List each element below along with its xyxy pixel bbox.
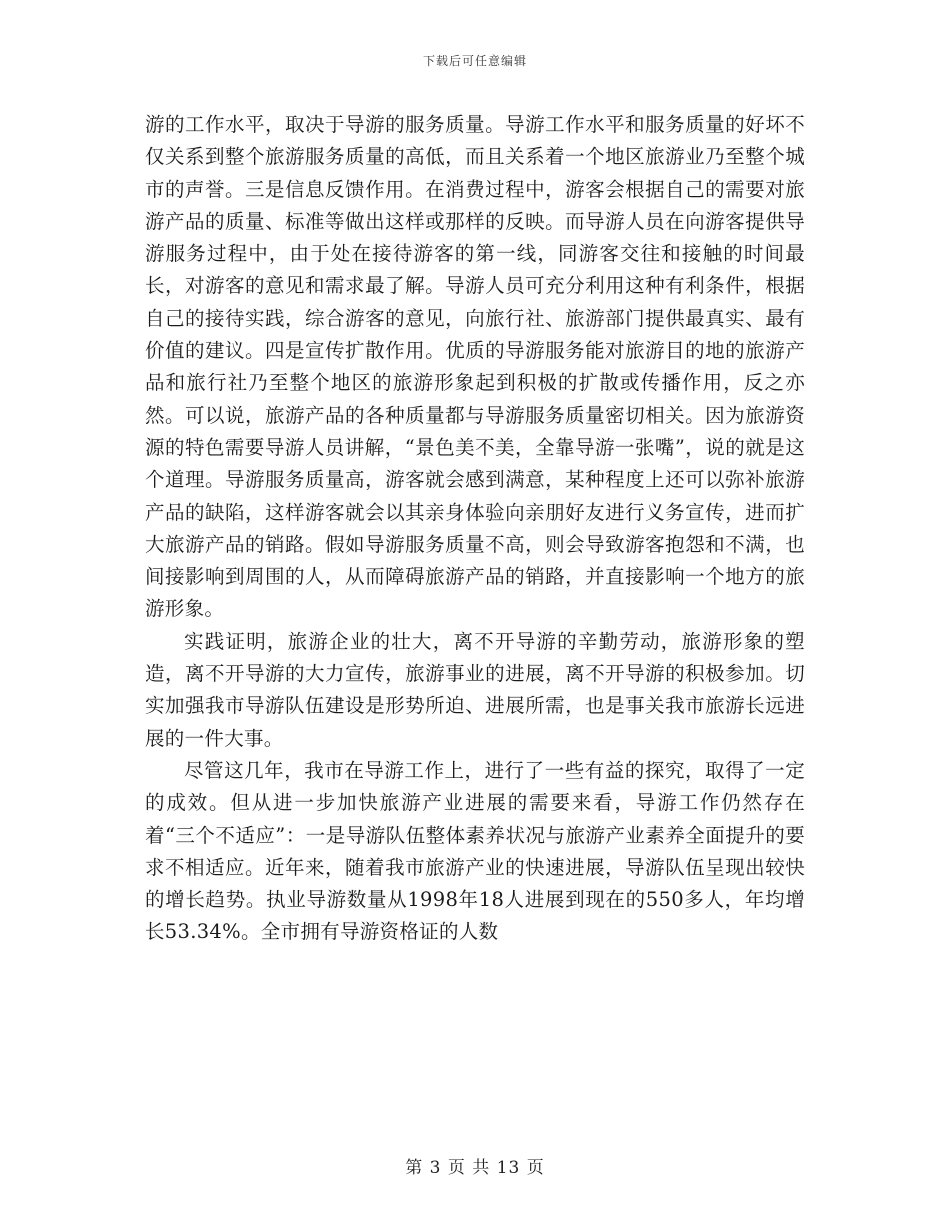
- footer-prefix: 第: [405, 1158, 430, 1178]
- page-footer: [0, 1153, 950, 1178]
- current-page-number: 3: [429, 1158, 442, 1178]
- paragraph-2: 实践证明，旅游企业的壮大，离不开导游的辛勤劳动，旅游形象的塑造，离不开导游的大力宣传，旅游事业的进展，离不开导游的积极参加。切实加强我市导游队伍建设是形势所迫、进展所需，也是事关我市旅游长远进展的一件大事。: [145, 629, 805, 750]
- page-header: 下载后可任意编辑: [422, 54, 527, 68]
- document-body: [145, 109, 805, 949]
- paragraph-1: 游的工作水平，取决于导游的服务质量。导游工作水平和服务质量的好坏不仅关系到整个旅游服务质量的高低，而且关系着一个地区旅游业乃至整个城市的声誉。三是信息反馈作用。在消费过程中，游客会根据自己的需要对旅游产品的质量、标准等做出这样或那样的反映。而导游人员在向游客提供导游服务过程中，由于处在接待游客的第一线，同游客交往和接触的时间最长，对游客的意见和需求最了解。导游人员可充分利用这种有利条件，根据自己的接待实践，综合游客的意见，向旅行社、旅游部门提供最真实、最有价值的建议。四是宣传扩散作用。优质的导游服务能对旅游目的地的旅游产品和旅行社乃至整个地区的旅游形象起到积极的扩散或传播作用，反之亦然。可以说，旅游产品的各种质量都与导游服务质量密切相关。因为旅游资源的特色需要导游人员讲解，“景色美不美，全靠导游一张嘴”，说的就是这个道理。导游服务质量高，游客就会感到满意，某种程度上还可以弥补旅游产品的缺陷，这样游客就会以其亲身体验向亲朋好友进行义务宣传，进而扩大旅游产品的销路。假如导游服务质量不高，则会导致游客抱怨和不满，也间接影响到周围的人，从而障碍旅游产品的销路，并直接影响一个地方的旅游形象。: [145, 113, 805, 621]
- footer-middle: 页 共: [441, 1158, 497, 1178]
- footer-suffix: 页: [520, 1158, 545, 1178]
- total-page-count: 13: [496, 1158, 521, 1178]
- paragraph-3: 尽管这几年，我市在导游工作上，进行了一些有益的探究，取得了一定的成效。但从进一步加快旅游产业进展的需要来看，导游工作仍然存在着“三个不适应”：一是导游队伍整体素养状况与旅游产业素养全面提升的要求不相适应。近年来，随着我市旅游产业的快速进展，导游队伍呈现出较快的增长趋势。执业导游数量从1998年18人进展到现在的550多人，年均增长53.34%。全市拥有导游资格证的人数: [145, 758, 805, 944]
